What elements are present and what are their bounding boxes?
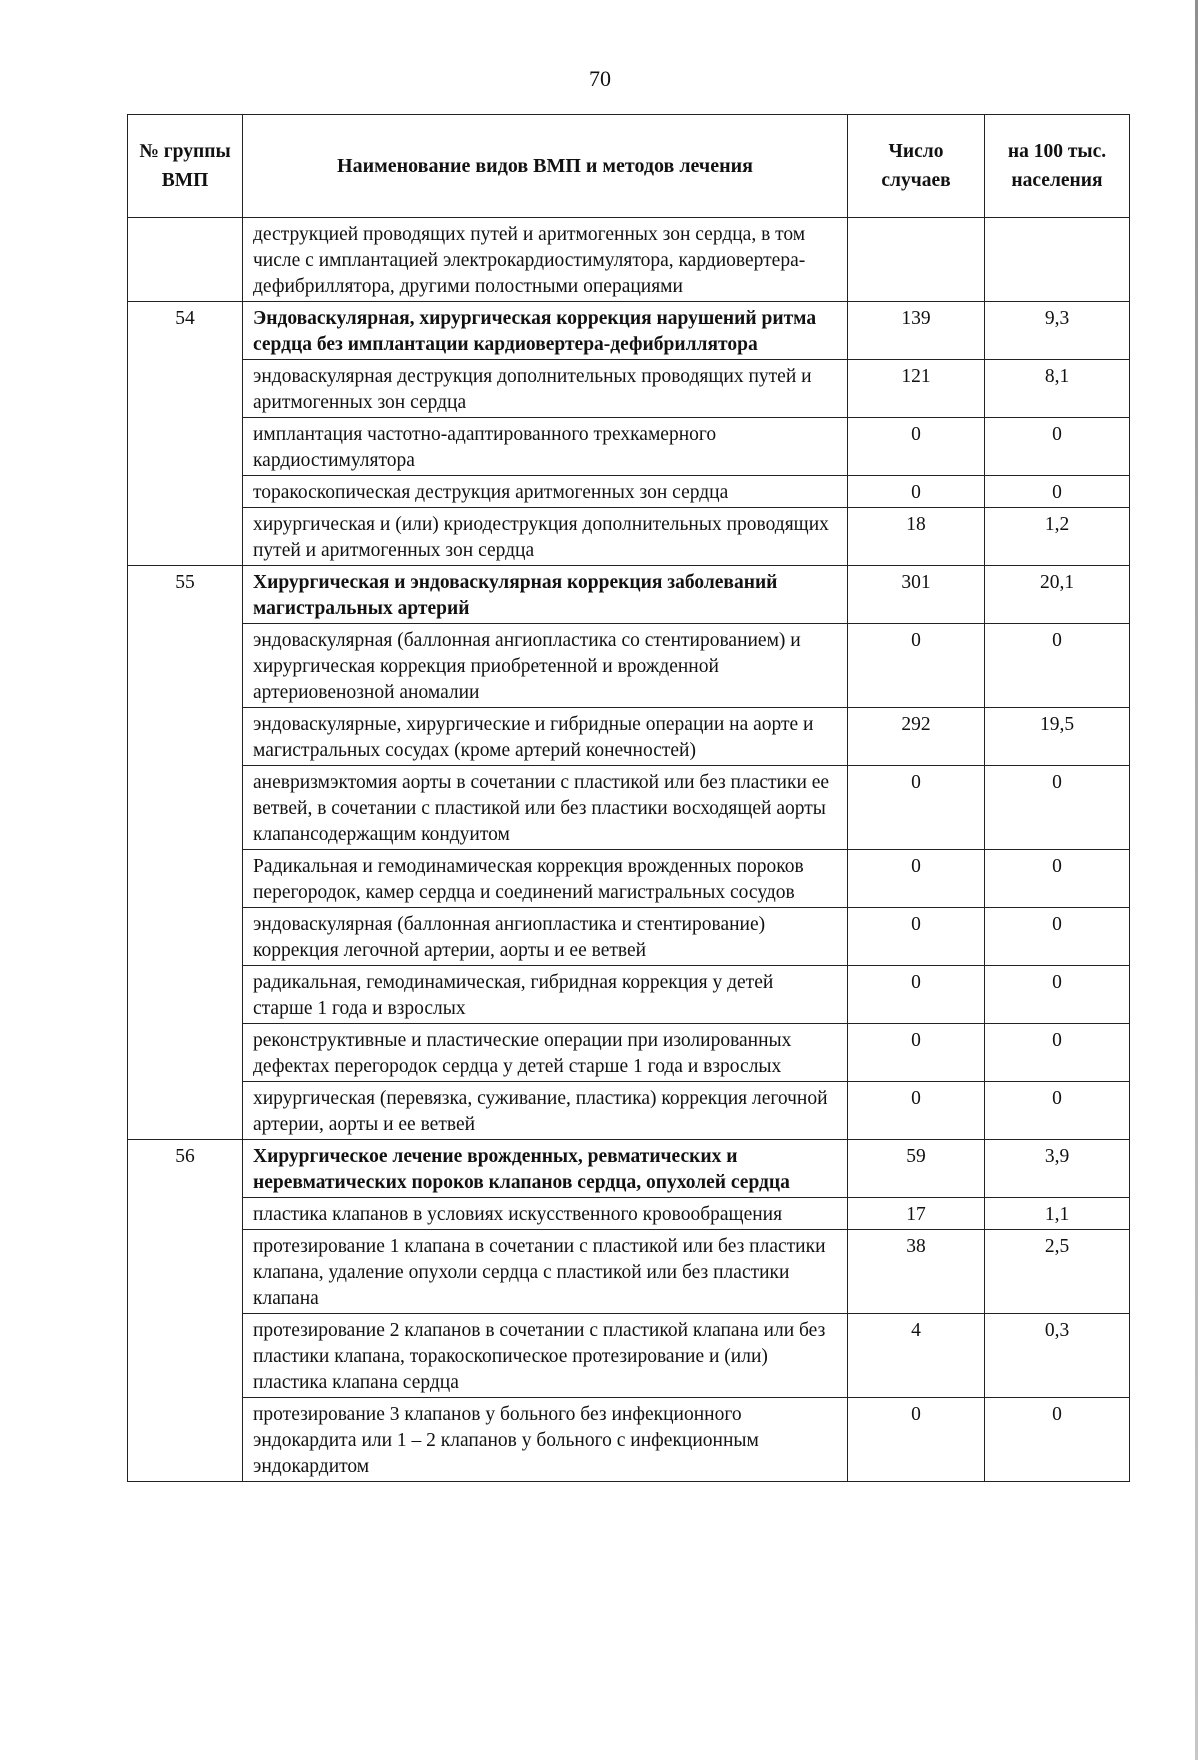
table-row xyxy=(128,1024,1130,1082)
cell-per100k: 0,3 xyxy=(985,1314,1130,1398)
cell-group xyxy=(128,508,243,566)
cell-cases: 0 xyxy=(848,850,985,908)
cell-method: протезирование 3 клапанов у больного без инфекционного эндокардита или 1 – 2 клапанов у больного с инфекционным эндокардитом xyxy=(243,1398,848,1482)
cell-cases: 0 xyxy=(848,1082,985,1140)
cell-per100k: 0 xyxy=(985,476,1130,508)
cell-per100k: 19,5 xyxy=(985,708,1130,766)
table-row xyxy=(128,476,1130,508)
cell-group-title: Эндоваскулярная, хирургическая коррекция нарушений ритма сердца без имплантации кардиовертера-дефибриллятора xyxy=(243,302,848,360)
table-row xyxy=(128,360,1130,418)
cell-group xyxy=(128,966,243,1024)
cell-group xyxy=(128,1024,243,1082)
cell-method: эндоваскулярная (баллонная ангиопластика со стентированием) и хирургическая коррекция приобретенной и врожденной артериовенозной аномалии xyxy=(243,624,848,708)
cell-method: торакоскопическая деструкция аритмогенных зон сердца xyxy=(243,476,848,508)
cell-per100k: 0 xyxy=(985,624,1130,708)
cell-per100k: 9,3 xyxy=(985,302,1130,360)
cell-method: Радикальная и гемодинамическая коррекция врожденных пороков перегородок, камер сердца и соединений магистральных сосудов xyxy=(243,850,848,908)
cell-per100k: 20,1 xyxy=(985,566,1130,624)
table-row xyxy=(128,1230,1130,1314)
table-row xyxy=(128,708,1130,766)
table-row xyxy=(128,966,1130,1024)
cell-method: деструкцией проводящих путей и аритмогенных зон сердца, в том числе с имплантацией электрокардиостимулятора, кардиовертера-дефибриллятора, другими полостными операциями xyxy=(243,218,848,302)
table-row xyxy=(128,218,1130,302)
cell-method: протезирование 1 клапана в сочетании с пластикой или без пластики клапана, удаление опухоли сердца с пластикой или без пластики клапана xyxy=(243,1230,848,1314)
cell-method: протезирование 2 клапанов в сочетании с пластикой клапана или без пластики клапана, торакоскопическое протезирование и (или) пластика клапана сердца xyxy=(243,1314,848,1398)
cell-group-title: Хирургическое лечение врожденных, ревматических и неревматических пороков клапанов сердца, опухолей сердца xyxy=(243,1140,848,1198)
cell-group xyxy=(128,850,243,908)
cell-method: реконструктивные и пластические операции при изолированных дефектах перегородок сердца у детей старше 1 года и взрослых xyxy=(243,1024,848,1082)
cell-group xyxy=(128,418,243,476)
cell-per100k: 3,9 xyxy=(985,1140,1130,1198)
cell-per100k: 0 xyxy=(985,1082,1130,1140)
cell-group xyxy=(128,360,243,418)
cell-cases: 0 xyxy=(848,1024,985,1082)
cell-method: радикальная, гемодинамическая, гибридная коррекция у детей старше 1 года и взрослых xyxy=(243,966,848,1024)
table-row xyxy=(128,508,1130,566)
cell-cases: 4 xyxy=(848,1314,985,1398)
cell-per100k: 2,5 xyxy=(985,1230,1130,1314)
header-group: № группы ВМП xyxy=(128,115,243,218)
table-row xyxy=(128,1314,1130,1398)
cell-group-title: Хирургическая и эндоваскулярная коррекция заболеваний магистральных артерий xyxy=(243,566,848,624)
table-row xyxy=(128,850,1130,908)
cell-cases xyxy=(848,218,985,302)
cell-per100k: 0 xyxy=(985,1398,1130,1482)
cell-cases: 121 xyxy=(848,360,985,418)
vmp-table xyxy=(127,114,1130,1482)
cell-group: 55 xyxy=(128,566,243,624)
cell-per100k: 0 xyxy=(985,908,1130,966)
cell-method: эндоваскулярная деструкция дополнительных проводящих путей и аритмогенных зон сердца xyxy=(243,360,848,418)
cell-group xyxy=(128,1230,243,1314)
header-row xyxy=(128,115,1130,218)
cell-cases: 0 xyxy=(848,908,985,966)
cell-group xyxy=(128,1314,243,1398)
table-row xyxy=(128,624,1130,708)
cell-cases: 0 xyxy=(848,1398,985,1482)
table-row xyxy=(128,566,1130,624)
cell-per100k: 0 xyxy=(985,418,1130,476)
cell-per100k: 0 xyxy=(985,1024,1130,1082)
cell-group xyxy=(128,476,243,508)
cell-group xyxy=(128,624,243,708)
cell-per100k xyxy=(985,218,1130,302)
table-row xyxy=(128,302,1130,360)
cell-method: эндоваскулярная (баллонная ангиопластика и стентирование) коррекция легочной артерии, аорты и ее ветвей xyxy=(243,908,848,966)
cell-cases: 0 xyxy=(848,418,985,476)
header-per100k: на 100 тыс. населения xyxy=(985,115,1130,218)
table-body xyxy=(128,218,1130,1482)
page-number: 70 xyxy=(589,66,611,91)
cell-method: имплантация частотно-адаптированного трехкамерного кардиостимулятора xyxy=(243,418,848,476)
cell-group xyxy=(128,766,243,850)
cell-per100k: 0 xyxy=(985,766,1130,850)
cell-cases: 301 xyxy=(848,566,985,624)
table-header xyxy=(128,115,1130,218)
cell-group: 54 xyxy=(128,302,243,360)
table-row xyxy=(128,1140,1130,1198)
cell-per100k: 1,1 xyxy=(985,1198,1130,1230)
table-row xyxy=(128,418,1130,476)
cell-cases: 0 xyxy=(848,476,985,508)
cell-per100k: 8,1 xyxy=(985,360,1130,418)
cell-cases: 0 xyxy=(848,766,985,850)
table-row xyxy=(128,1082,1130,1140)
cell-cases: 0 xyxy=(848,966,985,1024)
cell-cases: 38 xyxy=(848,1230,985,1314)
cell-group xyxy=(128,708,243,766)
table-row xyxy=(128,908,1130,966)
table-row xyxy=(128,1398,1130,1482)
scan-edge-mark xyxy=(1195,0,1198,1760)
cell-group xyxy=(128,1398,243,1482)
header-cases: Число случаев xyxy=(848,115,985,218)
cell-method: аневризмэктомия аорты в сочетании с пластикой или без пластики ее ветвей, в сочетании с пластикой или без пластики восходящей аорты клапансодержащим кондуитом xyxy=(243,766,848,850)
cell-cases: 292 xyxy=(848,708,985,766)
cell-per100k: 0 xyxy=(985,850,1130,908)
cell-group xyxy=(128,218,243,302)
cell-group xyxy=(128,908,243,966)
cell-group: 56 xyxy=(128,1140,243,1198)
cell-method: пластика клапанов в условиях искусственного кровообращения xyxy=(243,1198,848,1230)
cell-group xyxy=(128,1082,243,1140)
cell-per100k: 0 xyxy=(985,966,1130,1024)
cell-cases: 18 xyxy=(848,508,985,566)
cell-method: хирургическая и (или) криодеструкция дополнительных проводящих путей и аритмогенных зон сердца xyxy=(243,508,848,566)
cell-cases: 59 xyxy=(848,1140,985,1198)
cell-cases: 17 xyxy=(848,1198,985,1230)
cell-method: эндоваскулярные, хирургические и гибридные операции на аорте и магистральных сосудах (кроме артерий конечностей) xyxy=(243,708,848,766)
cell-per100k: 1,2 xyxy=(985,508,1130,566)
cell-group xyxy=(128,1198,243,1230)
cell-method: хирургическая (перевязка, суживание, пластика) коррекция легочной артерии, аорты и ее ветвей xyxy=(243,1082,848,1140)
table-row xyxy=(128,766,1130,850)
cell-cases: 0 xyxy=(848,624,985,708)
header-name: Наименование видов ВМП и методов лечения xyxy=(243,115,848,218)
table-row xyxy=(128,1198,1130,1230)
cell-cases: 139 xyxy=(848,302,985,360)
